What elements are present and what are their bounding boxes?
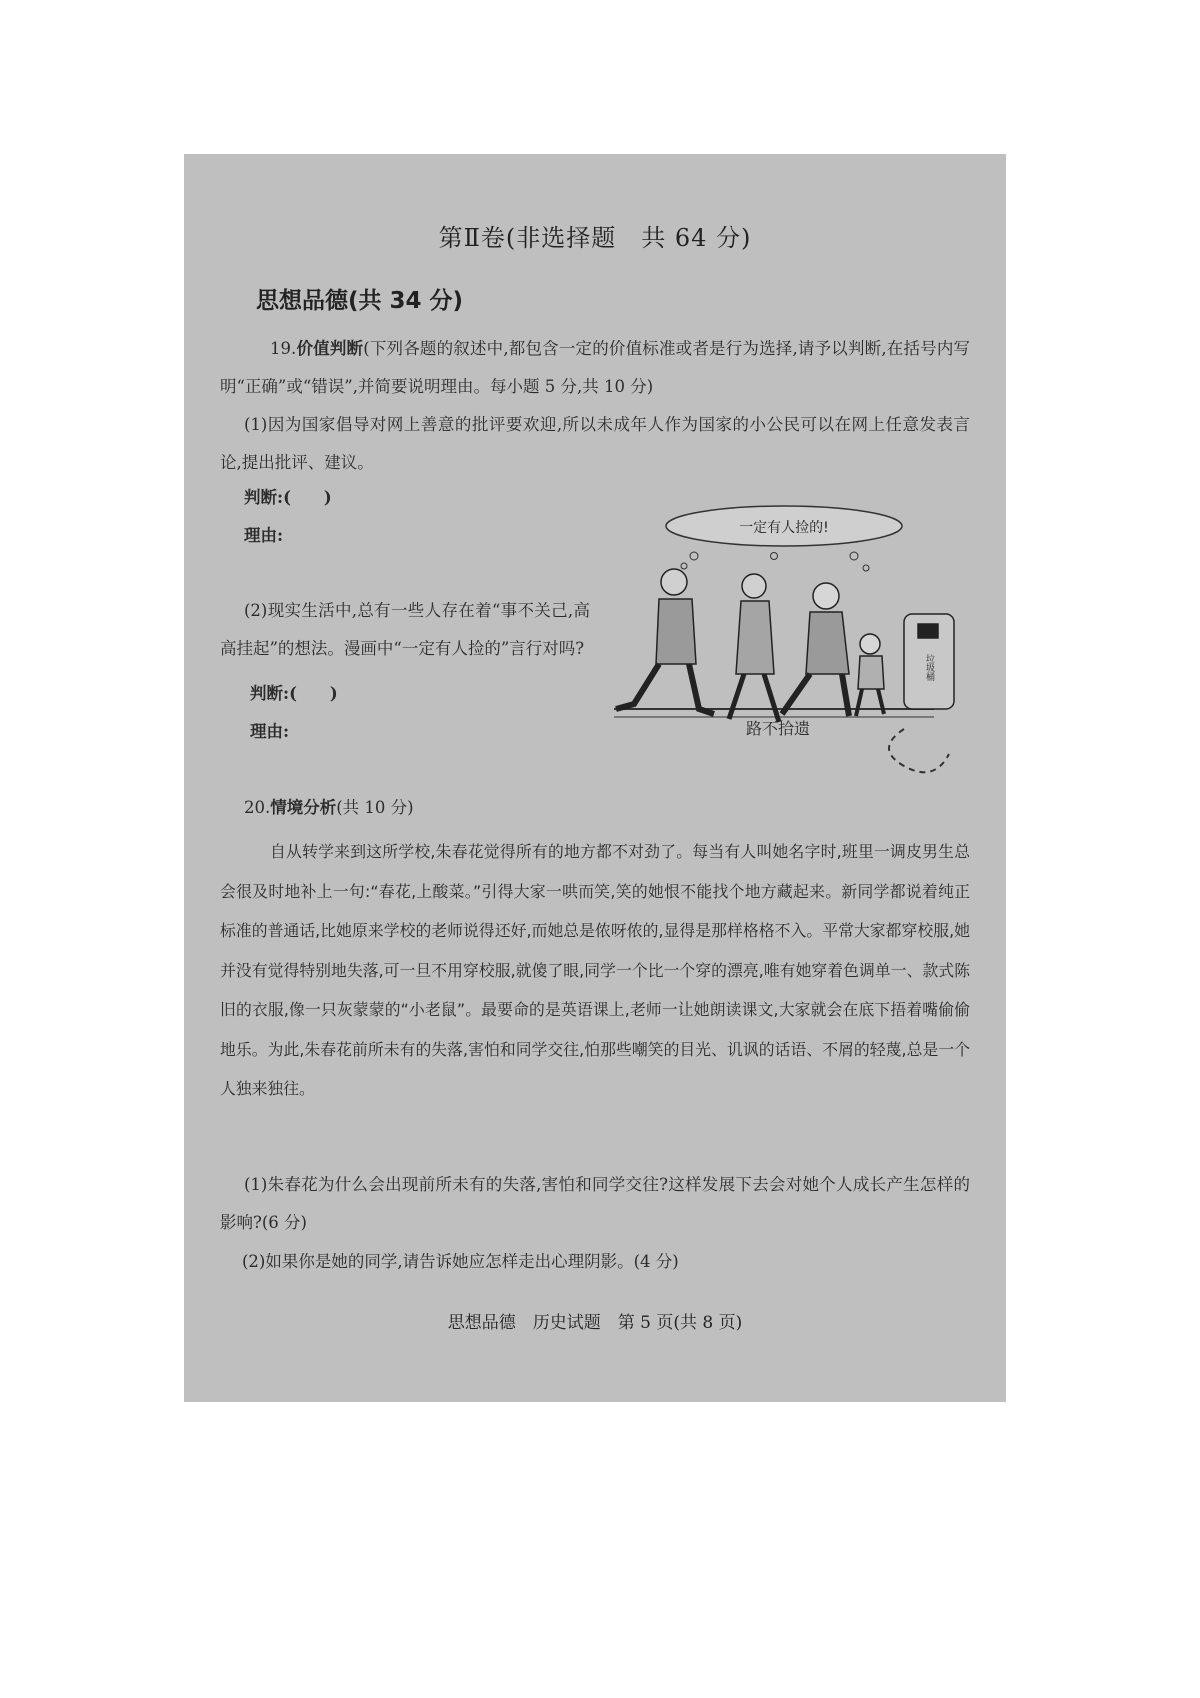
q19-number: 19. xyxy=(270,339,297,358)
bin-label: 垃圾桶 xyxy=(924,654,934,681)
part-title: 第Ⅱ卷(非选择题 共 64 分) xyxy=(438,224,752,252)
q19-sub2-judge: 判断:( ) xyxy=(250,684,338,703)
walking-man-figure xyxy=(616,569,714,714)
q19-instruction-text: (下列各题的叙述中,都包含一定的价值标准或者是行为选择,请予以判断,在括号内写明“正确”或“错误”,并简要说明理由。每小题 5 分,共 10 分) xyxy=(220,339,971,396)
q19-sub1-reason: 理由: xyxy=(244,526,284,545)
bubble-dot xyxy=(863,565,869,571)
bubble-text: 一定有人捡的! xyxy=(739,520,829,536)
q19-sub1-text: (1)因为国家倡导对网上善意的批评要欢迎,所以未成年人作为国家的小公民可以在网上任意发表言论,提出批评、建议。 xyxy=(220,415,970,472)
q20-heading xyxy=(244,794,414,818)
q20-number: 20. xyxy=(244,798,271,817)
walking-old-man-figure xyxy=(782,583,849,716)
q20-sub1: (1)朱春花为什么会出现前所未有的失落,害怕和同学交往?这样发展下去会对她个人成长产生怎样的影响?(6 分) xyxy=(220,1175,970,1232)
litter-trail xyxy=(889,729,949,772)
page-footer: 思想品德 历史试题 第 5 页(共 8 页) xyxy=(447,1313,743,1333)
child-figure xyxy=(856,634,884,716)
q19-sub1-judge: 判断:( ) xyxy=(244,488,332,507)
walking-woman-figure xyxy=(729,574,779,722)
bubble-dot xyxy=(690,552,698,560)
q20-sub2: (2)如果你是她的同学,请告诉她应怎样走出心理阴影。(4 分) xyxy=(242,1252,679,1271)
cartoon-illustration xyxy=(604,504,964,794)
q19-instructions xyxy=(220,330,970,406)
cartoon-caption: 路不拾遗 xyxy=(746,719,811,738)
section-title: 思想品德(共 34 分) xyxy=(256,288,464,314)
bubble-dot xyxy=(771,553,778,560)
q19-label: 价值判断 xyxy=(296,339,364,358)
scanned-exam-page xyxy=(184,154,1006,1402)
q19-sub2-text: (2)现实生活中,总有一些人存在着“事不关己,高高挂起”的想法。漫画中“一定有人捡的”言行对吗? xyxy=(220,601,590,658)
q20-label: 情境分析 xyxy=(270,798,337,817)
bubble-dot xyxy=(850,552,858,560)
q19-sub2-reason: 理由: xyxy=(250,722,290,741)
bubble-dot xyxy=(681,563,687,569)
q20-points: (共 10 分) xyxy=(336,798,414,817)
q20-passage: 自从转学来到这所学校,朱春花觉得所有的地方都不对劲了。每当有人叫她名字时,班里一调皮男生总会很及时地补上一句:“春花,上酸菜。”引得大家一哄而笑,笑的她恨不能找个地方藏起来。新同学都说着纯正标准的普通话,比她原来学校的老师说得还好,而她总是侬呀侬的,显得是那样格格不入。平常大家都穿校服,她并没有觉得特别地失落,可一旦不用穿校服,就傻了眼,同学一个比一个穿的漂亮,唯有她穿着色调单一、款式陈旧的衣服,像一只灰蒙蒙的“小老鼠”。最要命的是英语课上,老师一让她朗读课文,大家就会在底下捂着嘴偷偷地乐。为此,朱春花前所未有的失落,害怕和同学交往,怕那些嘲笑的目光、讥讽的话语、不屑的轻蔑,总是一个人独来独往。 xyxy=(220,842,970,1098)
